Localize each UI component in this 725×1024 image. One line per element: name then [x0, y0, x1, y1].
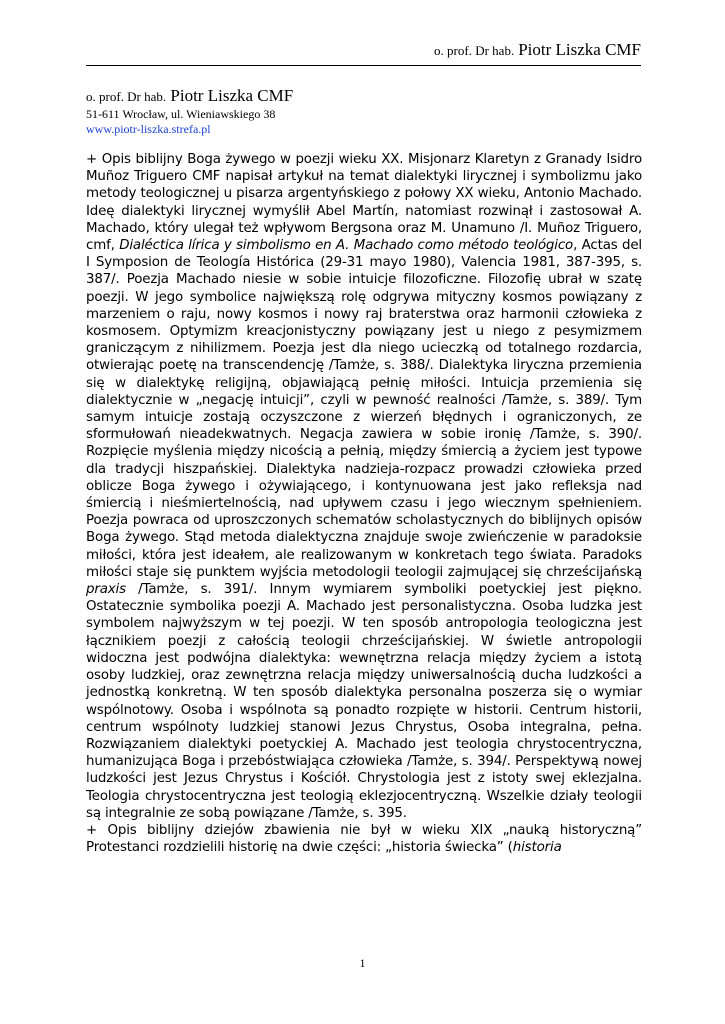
paragraph-2-italic: historia — [512, 840, 562, 856]
page-number: 1 — [359, 956, 366, 970]
author-address-block — [86, 86, 293, 137]
address-author-name: Piotr Liszka CMF — [170, 86, 294, 105]
paragraph-1-text-b: , Actas del I Symposion de Teología Histórica (29-31 mayo 1980), Valencia 1981, 387-395, s. 387/. Poezja Machado niesie w sobie intuicje filozoficzne. Filozofię ubrał w szatę poezji. W jego symbolice największą rolę odgrywa mityczny kosmos powiązany z marzeniem o raju, nowy kosmos i nowy raj braterstwa oraz harmonii człowieka z kosmosem. Optymizm kreacjonistyczny powiązany jest u niego z pesymizmem graniczącym z nihilizmem. Poezja jest dla niego ucieczką od totalnego rozdarcia, otwierając poetę na transcendencję /Tamże, s. 388/. Dialektyka liryczna przemienia się w dialektykę religijną, objawiającą pełnię miłości. Intuicja przemienia się dialektycznie w „negację intuicji”, czyli w pewność realności /Tamże, s. 389/. Tym samym intuicje zostają oczyszczone z wierzeń błędnych i ograniczonych, ze sformułowań nieadekwatnych. Negacja zawiera w sobie ironię /Tamże, s. 390/. Rozpięcie myślenia między nicością a pełnią, między śmiercią a życiem jest typowe dla tradycji hiszpańskiej. Dialektyka nadzieja-rozpacz prowadzi człowieka przed oblicze Boga żywego i ożywiającego, i kontynuowana jest jako refleksja nad śmiercią i nieśmiertelnością, nad upływem czasu i jego wiecznym spełnieniem. Poezja powraca od uproszczonych schematów scholastycznych do biblijnych opisów Boga żywego. Stąd metoda dialektyczna znajduje swoje zwieńczenie w paradoksie miłości, która jest ideałem, ale realizowanym w konkretach tego świata. Paradoks miłości staje się punktem wyjścia metodologii teologii zajmującej się chrześcijańską — [86, 238, 642, 580]
address-street: 51-611 Wrocław, ul. Wieniawskiego 38 — [86, 107, 276, 121]
paragraph-1-italic-praxis: praxis — [86, 582, 126, 598]
running-header — [86, 40, 641, 66]
paragraph-1-text-c: /Tamże, s. 391/. Innym wymiarem symboliki poetyckiej jest piękno. Ostatecznie symbolika poezji A. Machado jest personalistyczna. Osoba ludzka jest symbolem najwyższym w tej poezji. W ten sposób antropologia teologiczna jest łącznikiem poezji z całością teologii chrześcijańskiej. W świetle antropologii widoczna jest podwójna dialektyka: wewnętrzna relacja między życiem a istotą osoby ludzkiej, oraz zewnętrzna relacja między uniwersalnością ducha ludzkości a jednostką konkretną. W ten sposób dialektyka personalna poszerza się o wymiar wspólnotowy. Osoba i wspólnota są ponadto rozpięte w historii. Centrum historii, centrum wspólnoty ludzkiej stanowi Jezus Chrystus, Osoba integralna, pełna. Rozwiązaniem dialektyki poetyckiej A. Machado jest teologia chrystocentryczna, humanizująca Boga i przebóstwiająca człowieka /Tamże, s. 394/. Perspektywą nowej ludzkości jest Jezus Chrystus i Kościół. Chrystologia jest z istoty swej eklezjalna. Teologia chrystocentryczna jest teologią eklezjocentryczną. Wszelkie działy teologii są integralnie ze sobą powiązane /Tamże, s. 395. — [86, 582, 642, 821]
paragraph-1 — [86, 151, 642, 822]
header-author-name: Piotr Liszka CMF — [518, 40, 641, 59]
address-author — [86, 86, 293, 107]
paragraph-1-italic-title: Dialéctica lírica y simbolismo en A. Machado como método teológico — [119, 238, 574, 254]
website-link[interactable]: www.piotr-liszka.strefa.pl — [86, 122, 211, 136]
address-title-prefix: o. prof. Dr hab. — [86, 89, 167, 104]
body-text — [86, 151, 642, 856]
paragraph-1-text-a: + Opis biblijny Boga żywego w poezji wieku XX. Misjonarz Klaretyn z Granady Isidro Muñoz Triguero CMF napisał artykuł na temat dialektyki lirycznej i symbolizmu jako metody teologicznej u pisarza argentyńskiego z połowy XX wieku, Antonio Machado. Ideę dialektyki lirycznej wymyślił Abel Martín, natomiast rozwinął i zastosował A. Machado, który ulegał też wpływom Bergsona oraz M. Unamuno /I. Muñoz Triguero, cmf, — [86, 152, 642, 254]
header-title-prefix: o. prof. Dr hab. — [434, 43, 515, 58]
paragraph-2 — [86, 822, 642, 856]
paragraph-2-text-a: + Opis biblijny dziejów zbawienia nie był w wieku XIX „nauką historyczną” Protestanci rozdzielili historię na dwie części: „historia świecka” ( — [86, 822, 642, 856]
